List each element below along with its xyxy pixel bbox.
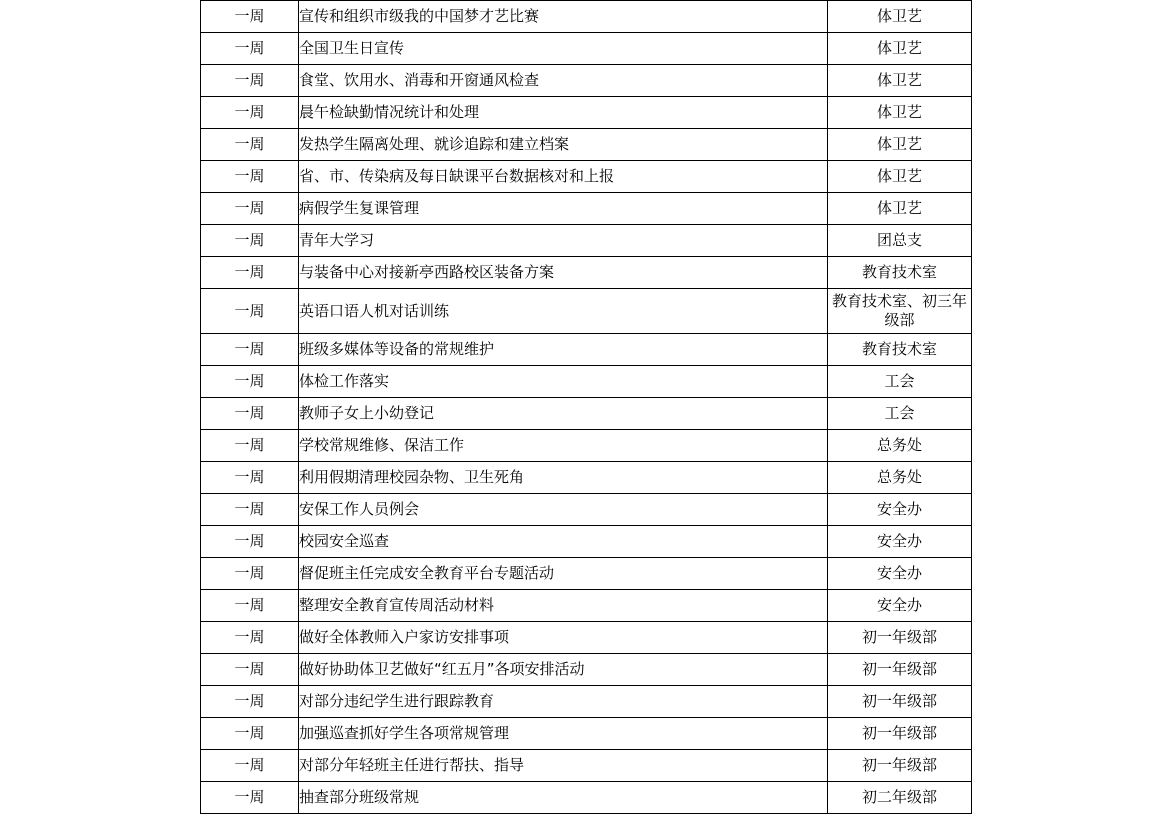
department-cell: 教育技术室 xyxy=(828,334,972,366)
time-cell: 一周 xyxy=(201,1,299,33)
time-cell: 一周 xyxy=(201,494,299,526)
time-cell: 一周 xyxy=(201,366,299,398)
time-cell: 一周 xyxy=(201,718,299,750)
table-row xyxy=(201,129,972,161)
task-cell: 抽查部分班级常规 xyxy=(299,782,828,814)
department-cell: 教育技术室 xyxy=(828,257,972,289)
department-cell: 工会 xyxy=(828,398,972,430)
table-row xyxy=(201,526,972,558)
task-cell: 对部分年轻班主任进行帮扶、指导 xyxy=(299,750,828,782)
table-row xyxy=(201,334,972,366)
time-cell: 一周 xyxy=(201,129,299,161)
department-cell: 团总支 xyxy=(828,225,972,257)
task-cell: 省、市、传染病及每日缺课平台数据核对和上报 xyxy=(299,161,828,193)
time-cell: 一周 xyxy=(201,257,299,289)
table-row xyxy=(201,1,972,33)
table-row xyxy=(201,398,972,430)
task-cell: 校园安全巡查 xyxy=(299,526,828,558)
time-cell: 一周 xyxy=(201,225,299,257)
task-cell: 对部分违纪学生进行跟踪教育 xyxy=(299,686,828,718)
table-row xyxy=(201,161,972,193)
task-cell: 利用假期清理校园杂物、卫生死角 xyxy=(299,462,828,494)
department-cell: 体卫艺 xyxy=(828,33,972,65)
department-cell: 初一年级部 xyxy=(828,654,972,686)
task-cell: 做好协助体卫艺做好“红五月”各项安排活动 xyxy=(299,654,828,686)
department-cell: 工会 xyxy=(828,366,972,398)
time-cell: 一周 xyxy=(201,590,299,622)
table-row xyxy=(201,430,972,462)
table-row xyxy=(201,225,972,257)
time-cell: 一周 xyxy=(201,289,299,334)
task-cell: 发热学生隔离处理、就诊追踪和建立档案 xyxy=(299,129,828,161)
table-row xyxy=(201,289,972,334)
department-cell: 体卫艺 xyxy=(828,65,972,97)
schedule-table xyxy=(200,0,972,814)
task-cell: 英语口语人机对话训练 xyxy=(299,289,828,334)
table-row xyxy=(201,590,972,622)
table-row xyxy=(201,33,972,65)
time-cell: 一周 xyxy=(201,622,299,654)
task-cell: 学校常规维修、保洁工作 xyxy=(299,430,828,462)
department-cell: 体卫艺 xyxy=(828,129,972,161)
department-cell: 体卫艺 xyxy=(828,161,972,193)
table-row xyxy=(201,686,972,718)
department-cell: 体卫艺 xyxy=(828,97,972,129)
time-cell: 一周 xyxy=(201,65,299,97)
time-cell: 一周 xyxy=(201,334,299,366)
time-cell: 一周 xyxy=(201,193,299,225)
task-cell: 加强巡查抓好学生各项常规管理 xyxy=(299,718,828,750)
time-cell: 一周 xyxy=(201,750,299,782)
table-row xyxy=(201,97,972,129)
department-cell: 安全办 xyxy=(828,494,972,526)
time-cell: 一周 xyxy=(201,430,299,462)
task-cell: 督促班主任完成安全教育平台专题活动 xyxy=(299,558,828,590)
table-row xyxy=(201,622,972,654)
task-cell: 宣传和组织市级我的中国梦才艺比赛 xyxy=(299,1,828,33)
department-cell: 安全办 xyxy=(828,558,972,590)
table-row xyxy=(201,65,972,97)
table-row xyxy=(201,654,972,686)
task-cell: 晨午检缺勤情况统计和处理 xyxy=(299,97,828,129)
task-cell: 整理安全教育宣传周活动材料 xyxy=(299,590,828,622)
task-cell: 教师子女上小幼登记 xyxy=(299,398,828,430)
table-row xyxy=(201,558,972,590)
department-cell: 教育技术室、初三年级部 xyxy=(828,289,972,334)
time-cell: 一周 xyxy=(201,97,299,129)
department-cell: 初二年级部 xyxy=(828,782,972,814)
time-cell: 一周 xyxy=(201,33,299,65)
task-cell: 与装备中心对接新亭西路校区装备方案 xyxy=(299,257,828,289)
time-cell: 一周 xyxy=(201,161,299,193)
table-row xyxy=(201,193,972,225)
department-cell: 总务处 xyxy=(828,430,972,462)
task-cell: 食堂、饮用水、消毒和开窗通风检查 xyxy=(299,65,828,97)
department-cell: 体卫艺 xyxy=(828,1,972,33)
task-cell: 班级多媒体等设备的常规维护 xyxy=(299,334,828,366)
table-row xyxy=(201,494,972,526)
department-cell: 安全办 xyxy=(828,526,972,558)
department-cell: 总务处 xyxy=(828,462,972,494)
schedule-table-body xyxy=(201,1,972,814)
time-cell: 一周 xyxy=(201,398,299,430)
department-cell: 初一年级部 xyxy=(828,750,972,782)
table-row xyxy=(201,257,972,289)
time-cell: 一周 xyxy=(201,462,299,494)
table-row xyxy=(201,718,972,750)
department-cell: 初一年级部 xyxy=(828,686,972,718)
department-cell: 初一年级部 xyxy=(828,718,972,750)
department-cell: 初一年级部 xyxy=(828,622,972,654)
department-cell: 安全办 xyxy=(828,590,972,622)
task-cell: 全国卫生日宣传 xyxy=(299,33,828,65)
table-row xyxy=(201,750,972,782)
time-cell: 一周 xyxy=(201,686,299,718)
time-cell: 一周 xyxy=(201,558,299,590)
task-cell: 病假学生复课管理 xyxy=(299,193,828,225)
department-cell: 体卫艺 xyxy=(828,193,972,225)
table-row xyxy=(201,462,972,494)
task-cell: 做好全体教师入户家访安排事项 xyxy=(299,622,828,654)
task-cell: 青年大学习 xyxy=(299,225,828,257)
time-cell: 一周 xyxy=(201,782,299,814)
task-cell: 体检工作落实 xyxy=(299,366,828,398)
time-cell: 一周 xyxy=(201,526,299,558)
table-row xyxy=(201,366,972,398)
table-row xyxy=(201,782,972,814)
task-cell: 安保工作人员例会 xyxy=(299,494,828,526)
time-cell: 一周 xyxy=(201,654,299,686)
